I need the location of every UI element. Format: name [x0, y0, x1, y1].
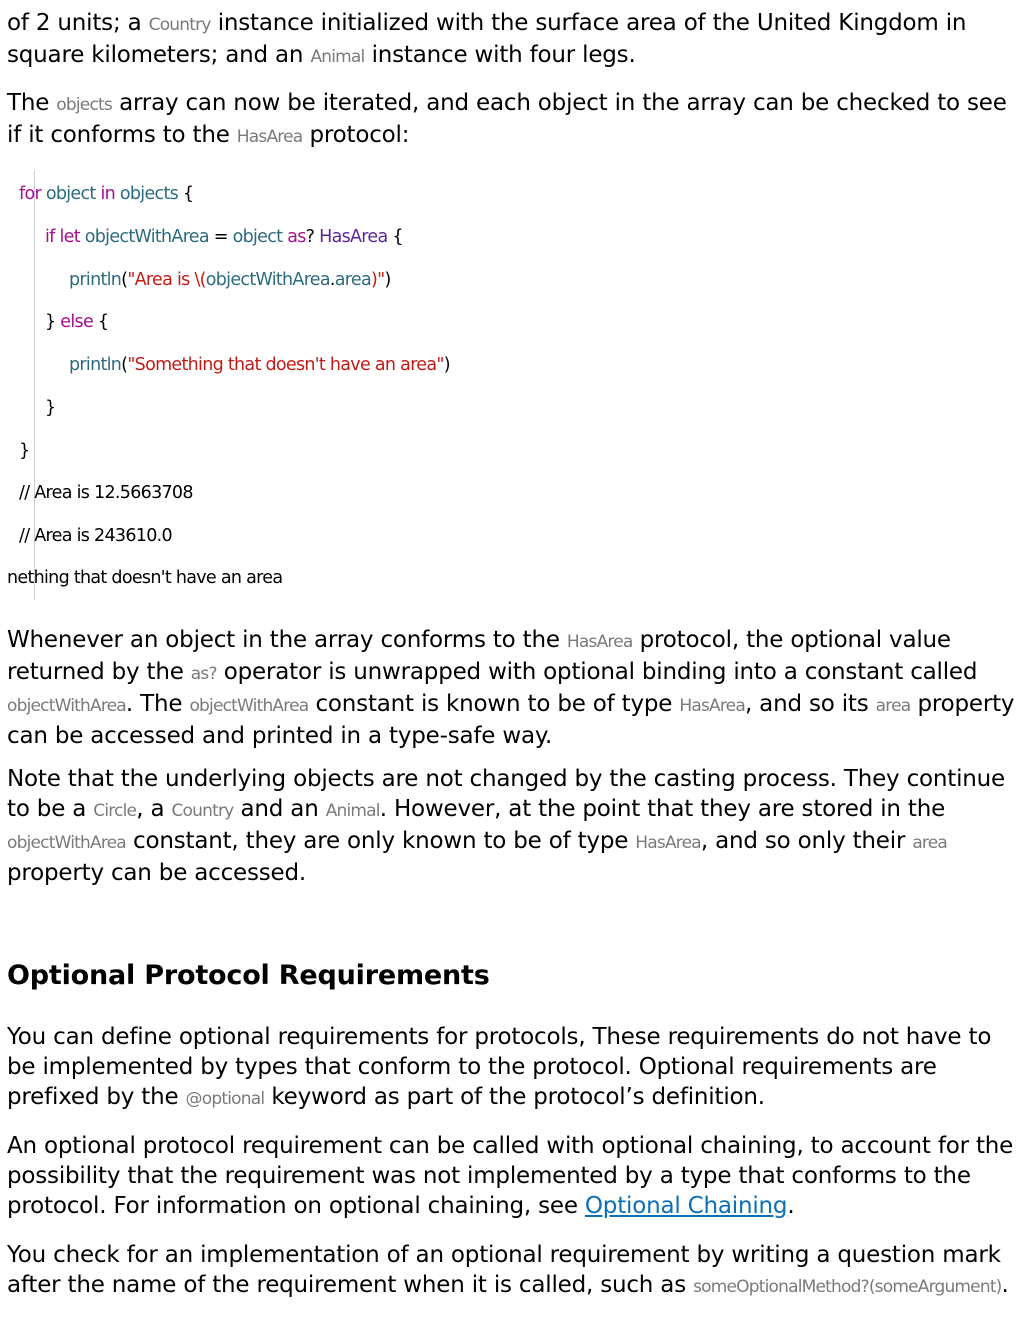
code-text: ( [121, 270, 128, 290]
text: instance with four legs. [364, 42, 636, 68]
code-text: ) [443, 355, 450, 375]
keyword: else [60, 312, 94, 332]
paragraph-iterate [7, 88, 1019, 152]
code-line: } [19, 441, 30, 461]
text: . The [125, 691, 190, 717]
inline-code: Country [171, 801, 234, 821]
text: constant, they are only known to be of type [125, 828, 636, 854]
identifier: objectWithArea [205, 270, 330, 290]
paragraph-optional-binding [7, 625, 1019, 751]
code-text: ) [384, 270, 391, 290]
identifier: objects [119, 184, 179, 204]
code-text: . [329, 270, 335, 290]
code-block [7, 170, 707, 600]
string-literal: "Area is \( [127, 270, 206, 290]
text: , and so only their [700, 828, 913, 854]
inline-code: as? [190, 664, 217, 684]
text: , a [136, 796, 172, 822]
code-text: } [45, 312, 61, 332]
identifier: objectWithArea [84, 227, 209, 247]
code-line: } [45, 398, 56, 418]
text: of 2 units; a [7, 10, 149, 36]
inline-code: objectWithArea [7, 696, 126, 716]
text: You check for an implementation of an optional requirement by writing a question mark after the name of the requirement when it is called, such as [7, 1242, 1001, 1298]
text: . [787, 1193, 795, 1219]
text: protocol, the optional value returned by the [7, 627, 951, 685]
paragraph-casting-note [7, 764, 1019, 888]
optional-chaining-link[interactable]: Optional Chaining [584, 1193, 788, 1219]
paragraph-instances [7, 8, 1019, 72]
text: instance initialized with the surface area of the United Kingdom in square kilometers; and an [7, 10, 967, 68]
inline-code: objectWithArea [189, 696, 309, 716]
keyword: as [287, 227, 306, 247]
code-comment: nething that doesn't have an area [7, 568, 283, 588]
code-text: ? [305, 227, 320, 247]
inline-code: someOptionalMethod?(someArgument) [693, 1277, 1002, 1297]
text: , and so its [744, 691, 876, 717]
keyword: in [100, 184, 116, 204]
inline-code: area [875, 696, 911, 716]
text: property can be accessed and printed in a type-safe way. [7, 691, 1015, 749]
text: Whenever an object in the array conforms to the [7, 627, 567, 653]
inline-code: HasArea [566, 632, 633, 652]
string-literal: "Something that doesn't have an area" [127, 355, 444, 375]
code-text: = [208, 227, 233, 247]
text: operator is unwrapped with optional binding into a constant called [216, 659, 978, 685]
keyword: let [59, 227, 80, 247]
section-heading: Optional Protocol Requirements [7, 960, 490, 991]
code-line [19, 184, 193, 204]
inline-code: objects [56, 95, 112, 115]
code-text: { [387, 227, 403, 247]
keyword: if [45, 227, 55, 247]
text: protocol: [302, 122, 410, 148]
identifier: object [232, 227, 283, 247]
code-text: { [93, 312, 109, 332]
text: . However, at the point that they are stored in the [379, 796, 946, 822]
code-text: { [178, 184, 194, 204]
code-comment: // Area is 243610.0 [19, 526, 172, 546]
inline-code: objectWithArea [7, 833, 126, 853]
code-line [45, 312, 108, 332]
text: The [7, 90, 57, 116]
inline-code: HasArea [679, 696, 745, 716]
inline-code: area [912, 833, 948, 853]
inline-code: Animal [325, 801, 380, 821]
text: constant is known to be of type [308, 691, 680, 717]
text: array can now be iterated, and each object in the array can be checked to see if it conforms to the [7, 90, 1007, 148]
identifier: object [45, 184, 96, 204]
inline-code: HasArea [236, 127, 303, 147]
inline-code: HasArea [635, 833, 701, 853]
inline-code: @optional [185, 1089, 265, 1109]
paragraph-optional-requirements [7, 1022, 1019, 1114]
text: Note that the underlying objects are not changed by the casting process. They continue to be a [7, 766, 1005, 822]
inline-code: Country [148, 15, 211, 35]
text: and an [233, 796, 326, 822]
type-name: HasArea [319, 227, 388, 247]
code-line [45, 227, 403, 247]
string-literal: )" [371, 270, 385, 290]
identifier: println [69, 270, 122, 290]
text: An optional protocol requirement can be called with optional chaining, to account for the possibility that the requirement was not implemented by a type that conforms to the protocol. For information on optional chaining, see [7, 1133, 1014, 1219]
text: property can be accessed. [7, 860, 307, 886]
inline-code: Animal [310, 47, 365, 67]
identifier: area [334, 270, 372, 290]
paragraph-question-mark [7, 1240, 1019, 1302]
paragraph-optional-chaining [7, 1131, 1019, 1221]
code-line [69, 355, 450, 375]
code-comment: // Area is 12.5663708 [19, 483, 193, 503]
inline-code: Circle [93, 801, 137, 821]
text: . [1001, 1272, 1009, 1298]
text: You can define optional requirements for protocols, These requirements do not have to be implemented by types that conform to the protocol. Optional requirements are prefixed by the [7, 1024, 992, 1110]
keyword: for [19, 184, 41, 204]
identifier: println [69, 355, 122, 375]
code-text: ( [121, 355, 128, 375]
code-line [69, 270, 391, 290]
text: keyword as part of the protocol’s definition. [264, 1084, 765, 1110]
